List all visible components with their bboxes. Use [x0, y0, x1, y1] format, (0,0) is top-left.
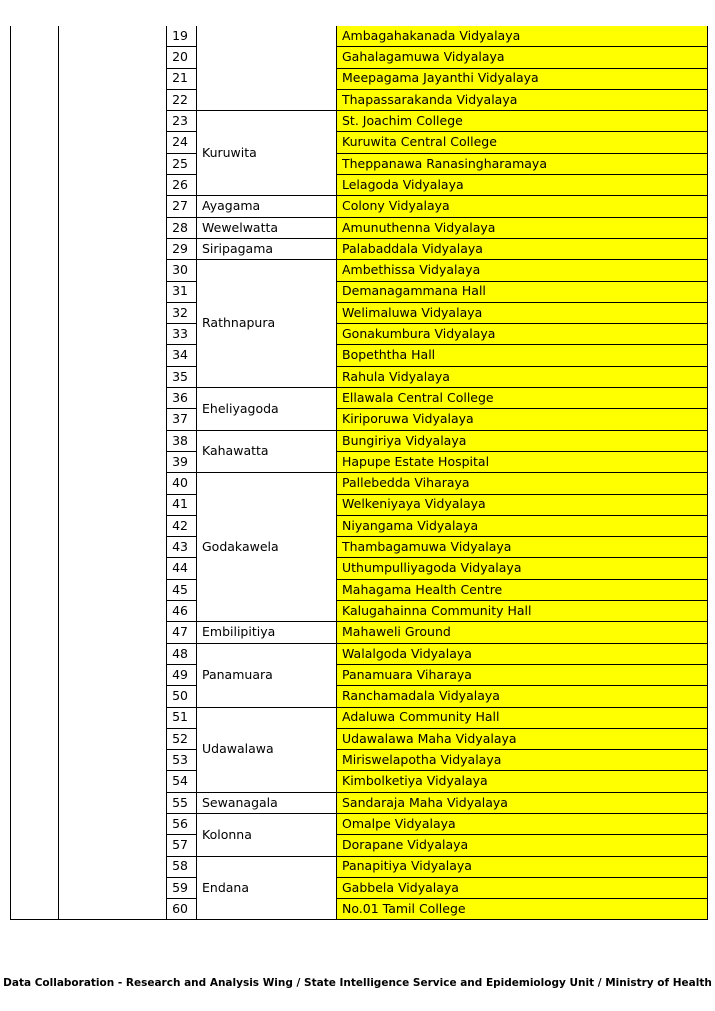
- row-number: 39: [167, 451, 197, 472]
- row-number: 24: [167, 132, 197, 153]
- row-number: 51: [167, 707, 197, 728]
- row-number: 48: [167, 643, 197, 664]
- center-name: Hapupe Estate Hospital: [337, 451, 708, 472]
- center-name: Palabaddala Vidyalaya: [337, 238, 708, 259]
- row-number: 20: [167, 47, 197, 68]
- center-name: Gonakumbura Vidyalaya: [337, 324, 708, 345]
- center-name: Theppanawa Ranasingharamaya: [337, 153, 708, 174]
- blank-column-1: [11, 26, 59, 920]
- row-number: 32: [167, 302, 197, 323]
- table-body: [11, 26, 708, 920]
- division-cell: Eheliyagoda: [197, 388, 337, 431]
- center-name: Gahalagamuwa Vidyalaya: [337, 47, 708, 68]
- center-name: Ambethissa Vidyalaya: [337, 260, 708, 281]
- row-number: 47: [167, 622, 197, 643]
- row-number: 29: [167, 238, 197, 259]
- center-name: Ranchamadala Vidyalaya: [337, 686, 708, 707]
- row-number: 38: [167, 430, 197, 451]
- center-name: Meepagama Jayanthi Vidyalaya: [337, 68, 708, 89]
- center-name: St. Joachim College: [337, 111, 708, 132]
- row-number: 59: [167, 877, 197, 898]
- division-cell: Rathnapura: [197, 260, 337, 388]
- row-number: 30: [167, 260, 197, 281]
- blank-column-2: [59, 26, 167, 920]
- row-number: 25: [167, 153, 197, 174]
- row-number: 26: [167, 175, 197, 196]
- division-cell: Sewanagala: [197, 792, 337, 813]
- table-row: [11, 26, 708, 47]
- center-name: Bungiriya Vidyalaya: [337, 430, 708, 451]
- row-number: 57: [167, 835, 197, 856]
- center-name: Kuruwita Central College: [337, 132, 708, 153]
- row-number: 22: [167, 89, 197, 110]
- row-number: 27: [167, 196, 197, 217]
- row-number: 28: [167, 217, 197, 238]
- center-name: Ellawala Central College: [337, 388, 708, 409]
- division-cell: Udawalawa: [197, 707, 337, 792]
- center-name: Dorapane Vidyalaya: [337, 835, 708, 856]
- center-name: Pallebedda Viharaya: [337, 473, 708, 494]
- row-number: 53: [167, 750, 197, 771]
- division-cell: Panamuara: [197, 643, 337, 707]
- row-number: 58: [167, 856, 197, 877]
- row-number: 23: [167, 111, 197, 132]
- division-cell: Siripagama: [197, 238, 337, 259]
- row-number: 37: [167, 409, 197, 430]
- division-cell: Ayagama: [197, 196, 337, 217]
- row-number: 54: [167, 771, 197, 792]
- center-name: Mahaweli Ground: [337, 622, 708, 643]
- center-name: Udawalawa Maha Vidyalaya: [337, 728, 708, 749]
- division-cell: Embilipitiya: [197, 622, 337, 643]
- center-name: Omalpe Vidyalaya: [337, 813, 708, 834]
- center-name: Rahula Vidyalaya: [337, 366, 708, 387]
- row-number: 36: [167, 388, 197, 409]
- center-name: Kalugahainna Community Hall: [337, 601, 708, 622]
- division-cell: Kahawatta: [197, 430, 337, 473]
- center-name: Kiriporuwa Vidyalaya: [337, 409, 708, 430]
- row-number: 35: [167, 366, 197, 387]
- row-number: 60: [167, 899, 197, 920]
- center-name: Kimbolketiya Vidyalaya: [337, 771, 708, 792]
- center-name: Amunuthenna Vidyalaya: [337, 217, 708, 238]
- row-number: 21: [167, 68, 197, 89]
- division-cell: Kolonna: [197, 813, 337, 856]
- center-name: Welimaluwa Vidyalaya: [337, 302, 708, 323]
- center-name: Uthumpulliyagoda Vidyalaya: [337, 558, 708, 579]
- row-number: 42: [167, 515, 197, 536]
- center-name: Panamuara Viharaya: [337, 664, 708, 685]
- center-name: Ambagahakanada Vidyalaya: [337, 26, 708, 47]
- center-name: Demanagammana Hall: [337, 281, 708, 302]
- center-name: Miriswelapotha Vidyalaya: [337, 750, 708, 771]
- row-number: 55: [167, 792, 197, 813]
- center-name: Mahagama Health Centre: [337, 579, 708, 600]
- division-cell: Endana: [197, 856, 337, 920]
- row-number: 44: [167, 558, 197, 579]
- row-number: 46: [167, 601, 197, 622]
- row-number: 19: [167, 26, 197, 47]
- center-name: Gabbela Vidyalaya: [337, 877, 708, 898]
- row-number: 43: [167, 537, 197, 558]
- center-name: Adaluwa Community Hall: [337, 707, 708, 728]
- center-name: Walalgoda Vidyalaya: [337, 643, 708, 664]
- division-cell: Kuruwita: [197, 111, 337, 196]
- center-name: Thapassarakanda Vidyalaya: [337, 89, 708, 110]
- center-name: Panapitiya Vidyalaya: [337, 856, 708, 877]
- page-footer: Data Collaboration - Research and Analysis Wing / State Intelligence Service and Epidemiology Unit / Ministry of Health: [3, 977, 712, 989]
- division-cell: [197, 26, 337, 111]
- vaccination-centers-table: [10, 26, 708, 920]
- row-number: 41: [167, 494, 197, 515]
- row-number: 33: [167, 324, 197, 345]
- row-number: 34: [167, 345, 197, 366]
- center-name: Lelagoda Vidyalaya: [337, 175, 708, 196]
- row-number: 52: [167, 728, 197, 749]
- center-name: Colony Vidyalaya: [337, 196, 708, 217]
- row-number: 50: [167, 686, 197, 707]
- division-cell: Wewelwatta: [197, 217, 337, 238]
- row-number: 40: [167, 473, 197, 494]
- center-name: Sandaraja Maha Vidyalaya: [337, 792, 708, 813]
- center-name: Thambagamuwa Vidyalaya: [337, 537, 708, 558]
- center-name: Welkeniyaya Vidyalaya: [337, 494, 708, 515]
- row-number: 56: [167, 813, 197, 834]
- row-number: 31: [167, 281, 197, 302]
- row-number: 49: [167, 664, 197, 685]
- center-name: Niyangama Vidyalaya: [337, 515, 708, 536]
- center-name: Bopeththa Hall: [337, 345, 708, 366]
- division-cell: Godakawela: [197, 473, 337, 622]
- center-name: No.01 Tamil College: [337, 899, 708, 920]
- row-number: 45: [167, 579, 197, 600]
